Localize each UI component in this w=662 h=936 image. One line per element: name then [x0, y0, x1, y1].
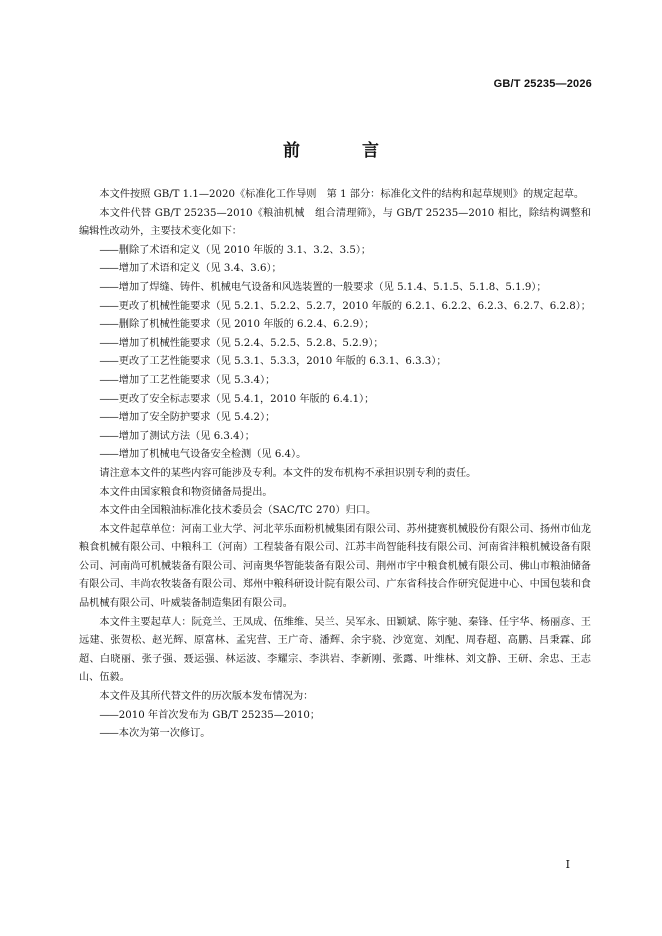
document-body	[79, 186, 591, 744]
list-item: ——增加了机械性能要求（见 5.2.4、5.2.5、5.2.8、5.2.9）；	[99, 337, 384, 349]
history-list	[79, 707, 591, 744]
list-item: ——增加了测试方法（见 6.3.4）；	[99, 430, 255, 442]
changes-list	[79, 242, 591, 465]
paragraph-proposer: 本文件由国家粮食和物资储备局提出。	[99, 486, 273, 498]
list-item: ——删除了机械性能要求（见 2010 年版的 6.2.4、6.2.9）；	[99, 319, 375, 331]
paragraph-replaces: 本文件代替 GB/T 25235—2010《粮油机械 组合清理筛》，与 GB/T 25235—2010 相比，除结构调整和编辑性改动外，主要技术变化如下：	[79, 207, 591, 238]
list-item: ——增加了术语和定义（见 3.4、3.6）；	[99, 263, 282, 275]
list-item: ——增加了工艺性能要求（见 5.3.4）；	[99, 374, 276, 386]
list-item: ——增加了焊缝、铸件、机械电气设备和风选装置的一般要求（见 5.1.4、5.1.5、5.1.8、5.1.9）；	[99, 281, 547, 293]
list-item: ——增加了安全防护要求（见 5.4.2）；	[99, 412, 276, 424]
page-number: I	[565, 858, 570, 871]
list-item: ——更改了工艺性能要求（见 5.3.1、5.3.3，2010 年版的 6.3.1、6.3.3）；	[99, 356, 447, 368]
list-item: ——2010 年首次发布为 GB/T 25235—2010；	[99, 709, 321, 721]
paragraph-drafters: 本文件主要起草人：阮竞兰、王凤成、伍维维、吴兰、吴军永、田颖斌、陈宇驰、秦锋、任宇华、杨丽彦、王远建、张贺松、赵光辉、原富林、孟宪营、王广奇、潘辉、余宇骁、沙宽宽、刘配、周春超、高鹏、吕秉霖、邱超、白晓丽、张子强、聂运强、林运波、李耀宗、李洪岩、李新刚、张露、叶维林、刘文静、王研、余忠、王志山、伍毅。	[79, 616, 591, 684]
paragraph-history-intro: 本文件及其所代替文件的历次版本发布情况为：	[99, 691, 314, 703]
list-item: ——删除了术语和定义（见 2010 年版的 3.1、3.2、3.5）；	[99, 244, 372, 256]
list-item: ——更改了机械性能要求（见 5.2.1、5.2.2、5.2.7，2010 年版的 6.2.1、6.2.2、6.2.3、6.2.7、6.2.8）；	[99, 300, 591, 312]
list-item: ——本次为第一次修订。	[99, 728, 211, 740]
list-item: ——增加了机械电气设备安全检测（见 6.4）。	[99, 449, 307, 461]
standard-code: GB/T 25235—2026	[493, 78, 592, 90]
page-title: 前 言	[283, 141, 407, 161]
paragraph-committee: 本文件由全国粮油标准化技术委员会（SAC/TC 270）归口。	[99, 505, 377, 517]
paragraph-drafting-units: 本文件起草单位：河南工业大学、河北苹乐面粉机械集团有限公司、苏州捷赛机械股份有限公司、扬州市仙龙粮食机械有限公司、中粮科工（河南）工程装备有限公司、江苏丰尚智能科技有限公司、河南省沣粮机械设备有限公司、河南尚可机械装备有限公司、河南奥华智能装备有限公司、荆州市宇中粮食机械有限公司、佛山市粮油储备有限公司、丰尚农牧装备有限公司、郑州中粮科研设计院有限公司、广东省科技合作研究促进中心、中国包装和食品机械有限公司、叶威装备制造集团有限公司。	[79, 523, 591, 610]
paragraph-drafting-rules: 本文件按照 GB/T 1.1—2020《标准化工作导则 第 1 部分：标准化文件的结构和起草规则》的规定起草。	[99, 189, 585, 200]
list-item: ——更改了安全标志要求（见 5.4.1，2010 年版的 6.4.1）；	[99, 393, 375, 405]
paragraph-patent-notice: 请注意本文件的某些内容可能涉及专利。本文件的发布机构不承担识别专利的责任。	[99, 467, 477, 479]
